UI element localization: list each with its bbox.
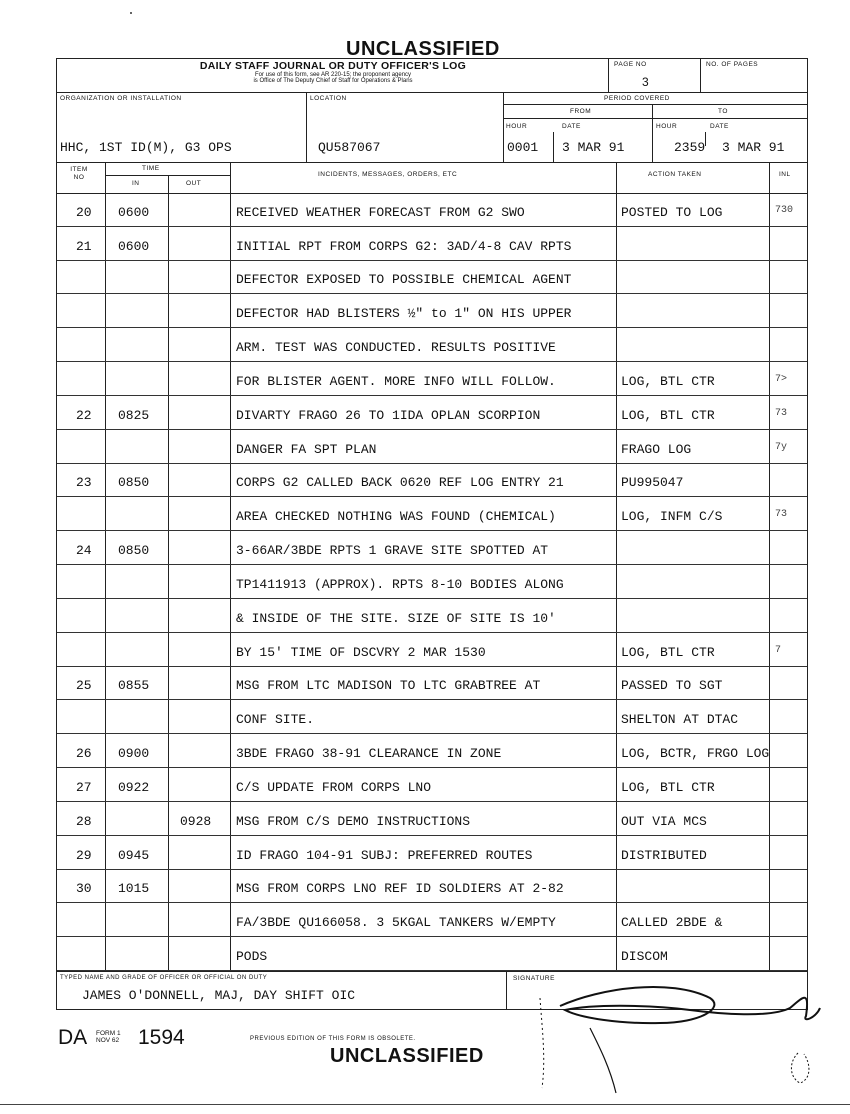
initials: 7 bbox=[775, 644, 782, 656]
time-header: TIME bbox=[142, 165, 160, 172]
table-row bbox=[57, 430, 807, 464]
action-taken: DISTRIBUTED bbox=[621, 847, 707, 863]
item-number: 27 bbox=[76, 779, 92, 795]
entry-text: ID FRAGO 104-91 SUBJ: PREFERRED ROUTES bbox=[236, 847, 533, 863]
form-number: 1594 bbox=[138, 1026, 185, 1049]
form-subtitle-1: For use of this form, see AR 220-15; the proponent agency bbox=[254, 72, 412, 78]
page-edge bbox=[0, 1104, 850, 1105]
entry-text: MSG FROM C/S DEMO INSTRUCTIONS bbox=[236, 813, 471, 829]
entry-text: MSG FROM LTC MADISON TO LTC GRABTREE AT bbox=[236, 678, 541, 694]
classification-banner-bottom: UNCLASSIFIED bbox=[330, 1045, 484, 1067]
item-number: 22 bbox=[76, 407, 92, 423]
from-date-label: DATE bbox=[562, 123, 581, 130]
entry-text: MSG FROM CORPS LNO REF ID SOLDIERS AT 2-82 bbox=[236, 881, 564, 897]
period-covered-label: PERIOD COVERED bbox=[604, 95, 670, 102]
entry-text: AREA CHECKED NOTHING WAS FOUND (CHEMICAL) bbox=[236, 509, 556, 525]
initials: 7> bbox=[775, 373, 788, 385]
time-in: 0850 bbox=[118, 543, 150, 559]
to-date-label: DATE bbox=[710, 123, 729, 130]
action-taken-header: ACTION TAKEN bbox=[648, 171, 702, 178]
item-number: 25 bbox=[76, 678, 92, 694]
location-value: QU587067 bbox=[318, 140, 381, 155]
in-header: IN bbox=[132, 180, 140, 187]
entry-text: INITIAL RPT FROM CORPS G2: 3AD/4-8 CAV RPTS bbox=[236, 238, 572, 254]
to-hour-value: 2359 bbox=[674, 140, 706, 155]
from-date-value: 3 MAR 91 bbox=[562, 140, 625, 155]
classification-banner-top: UNCLASSIFIED bbox=[346, 38, 500, 60]
signature-label: SIGNATURE bbox=[513, 975, 555, 982]
location-label: LOCATION bbox=[310, 95, 347, 102]
entry-text: RECEIVED WEATHER FORECAST FROM G2 SWO bbox=[236, 204, 525, 220]
entry-text: CORPS G2 CALLED BACK 0620 REF LOG ENTRY 21 bbox=[236, 475, 564, 491]
action-taken: CALLED 2BDE & bbox=[621, 915, 723, 931]
item-number: 20 bbox=[76, 204, 92, 220]
entry-text: BY 15' TIME OF DSCVRY 2 MAR 1530 bbox=[236, 644, 486, 660]
to-label: TO bbox=[718, 108, 728, 115]
item-no-header: ITEM NO bbox=[70, 166, 88, 181]
action-taken: SHELTON AT DTAC bbox=[621, 712, 739, 728]
entry-text: DEFECTOR EXPOSED TO POSSIBLE CHEMICAL AGENT bbox=[236, 272, 572, 288]
entry-text: CONF SITE. bbox=[236, 712, 315, 728]
typed-name-value: JAMES O'DONNELL, MAJ, DAY SHIFT OIC bbox=[82, 988, 356, 1003]
action-taken: LOG, BTL CTR bbox=[621, 779, 715, 795]
entry-text: 3-66AR/3BDE RPTS 1 GRAVE SITE SPOTTED AT bbox=[236, 543, 549, 559]
item-number: 30 bbox=[76, 881, 92, 897]
time-in: 0600 bbox=[118, 238, 150, 254]
org-label: ORGANIZATION OR INSTALLATION bbox=[60, 95, 182, 102]
action-taken: PU995047 bbox=[621, 475, 684, 491]
item-number: 29 bbox=[76, 847, 92, 863]
entry-text: TP1411913 (APPROX). RPTS 8-10 BODIES ALONG bbox=[236, 576, 564, 592]
org-value: HHC, 1ST ID(M), G3 OPS bbox=[60, 140, 232, 155]
item-number: 24 bbox=[76, 543, 92, 559]
table-row bbox=[57, 937, 807, 971]
action-taken: FRAGO LOG bbox=[621, 441, 692, 457]
entry-text: ARM. TEST WAS CONDUCTED. RESULTS POSITIVE bbox=[236, 340, 556, 356]
previous-edition-note: PREVIOUS EDITION OF THIS FORM IS OBSOLETE. bbox=[250, 1036, 416, 1042]
initials: 7y bbox=[775, 441, 788, 453]
item-number: 21 bbox=[76, 238, 92, 254]
action-taken: LOG, BTL CTR bbox=[621, 644, 715, 660]
signature bbox=[520, 968, 830, 1103]
to-hour-label: HOUR bbox=[656, 123, 678, 130]
action-taken: DISCOM bbox=[621, 949, 668, 964]
time-in: 0600 bbox=[118, 204, 150, 220]
scan-speck bbox=[130, 12, 132, 14]
form-date-small: FORM 1 NOV 62 bbox=[96, 1030, 121, 1044]
time-out: 0928 bbox=[180, 813, 212, 829]
entry-text: PODS bbox=[236, 949, 268, 964]
entry-text: C/S UPDATE FROM CORPS LNO bbox=[236, 779, 432, 795]
form-title: DAILY STAFF JOURNAL OR DUTY OFFICER'S LOG bbox=[199, 60, 467, 72]
initials: 730 bbox=[775, 204, 794, 216]
time-in: 0850 bbox=[118, 475, 150, 491]
action-taken: POSTED TO LOG bbox=[621, 204, 723, 220]
entry-text: 3BDE FRAGO 38-91 CLEARANCE IN ZONE bbox=[236, 746, 502, 762]
initials-header: INL bbox=[779, 171, 791, 178]
time-in: 0825 bbox=[118, 407, 150, 423]
form-da-label: DA bbox=[58, 1026, 88, 1049]
action-taken: LOG, BTL CTR bbox=[621, 407, 715, 423]
time-in: 1015 bbox=[118, 881, 150, 897]
item-number: 23 bbox=[76, 475, 92, 491]
item-number: 28 bbox=[76, 813, 92, 829]
time-in: 0855 bbox=[118, 678, 150, 694]
action-taken: OUT VIA MCS bbox=[621, 813, 707, 829]
entry-text: DEFECTOR HAD BLISTERS ½" to 1" ON HIS UPPER bbox=[236, 306, 572, 322]
action-taken: LOG, INFM C/S bbox=[621, 509, 723, 525]
entry-text: FOR BLISTER AGENT. MORE INFO WILL FOLLOW. bbox=[236, 373, 556, 389]
initials: 73 bbox=[775, 509, 788, 521]
time-in: 0900 bbox=[118, 746, 150, 762]
item-number: 26 bbox=[76, 746, 92, 762]
entry-text: DIVARTY FRAGO 26 TO 1IDA OPLAN SCORPION bbox=[236, 407, 541, 423]
to-date-value: 3 MAR 91 bbox=[722, 140, 785, 155]
action-taken: PASSED TO SGT bbox=[621, 678, 723, 694]
typed-name-label: TYPED NAME AND GRADE OF OFFICER OR OFFICIAL ON DUTY bbox=[60, 975, 268, 981]
out-header: OUT bbox=[186, 180, 202, 187]
page-no-value: 3 bbox=[642, 75, 649, 89]
entry-text: & INSIDE OF THE SITE. SIZE OF SITE IS 10' bbox=[236, 610, 556, 626]
initials: 73 bbox=[775, 407, 788, 419]
time-in: 0922 bbox=[118, 779, 150, 795]
time-in: 0945 bbox=[118, 847, 150, 863]
from-label: FROM bbox=[570, 108, 592, 115]
page-no-label: PAGE NO bbox=[614, 61, 647, 68]
action-taken: LOG, BCTR, FRGO LOG bbox=[621, 746, 770, 762]
from-hour-value: 0001 bbox=[507, 140, 539, 155]
action-taken: LOG, BTL CTR bbox=[621, 373, 715, 389]
form-subtitle-2: is Office of The Deputy Chief of Staff for Operations & Plans bbox=[253, 78, 413, 84]
entry-text: FA/3BDE QU166058. 3 5KGAL TANKERS W/EMPTY bbox=[236, 915, 556, 931]
no-of-pages-label: NO. OF PAGES bbox=[706, 61, 759, 68]
incidents-header: INCIDENTS, MESSAGES, ORDERS, ETC bbox=[318, 171, 458, 178]
entry-text: DANGER FA SPT PLAN bbox=[236, 441, 377, 457]
from-hour-label: HOUR bbox=[506, 123, 528, 130]
